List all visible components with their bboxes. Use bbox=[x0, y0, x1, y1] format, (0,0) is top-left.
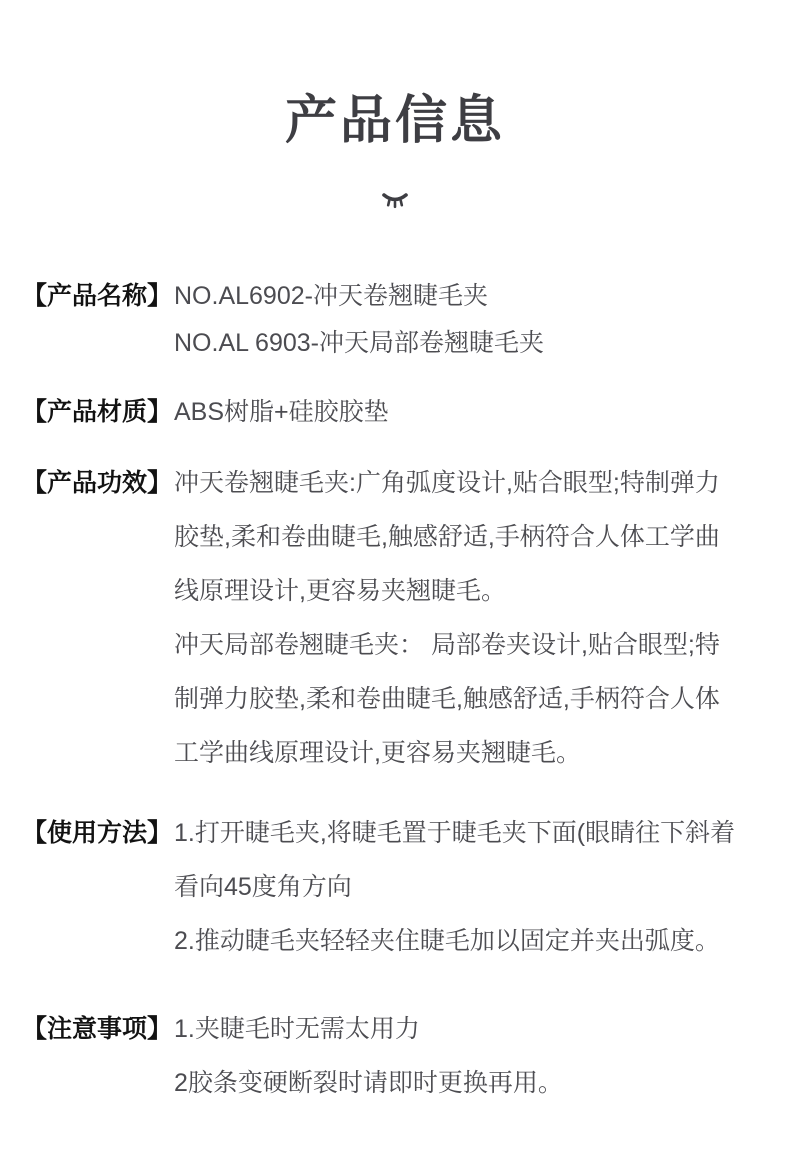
product-name-line: NO.AL 6903-冲天局部卷翘睫毛夹 bbox=[174, 329, 544, 357]
section-precautions bbox=[22, 1002, 742, 1110]
section-label-product-effect: 【产品功效】 bbox=[22, 469, 173, 497]
section-content-precautions bbox=[174, 1002, 742, 1110]
section-content-product-effect bbox=[174, 456, 742, 780]
section-product-effect bbox=[22, 456, 742, 780]
section-content-product-name bbox=[174, 273, 742, 367]
product-info-sections bbox=[0, 273, 790, 1110]
usage-step: 2.推动睫毛夹轻轻夹住睫毛加以固定并夹出弧度。 bbox=[174, 927, 720, 955]
product-effect-paragraph: 冲天局部卷翘睫毛夹： 局部卷夹设计,贴合眼型;特制弹力胶垫,柔和卷曲睫毛,触感舒适,手柄符合人体工学曲线原理设计,更容易夹翘睫毛。 bbox=[174, 631, 720, 767]
section-content-product-material bbox=[174, 389, 742, 436]
section-label-usage-method: 【使用方法】 bbox=[22, 819, 173, 847]
eyelash-icon bbox=[0, 191, 790, 209]
precaution-item: 1.夹睫毛时无需太用力 bbox=[174, 1015, 420, 1043]
section-product-name bbox=[22, 273, 742, 367]
section-label-precautions: 【注意事项】 bbox=[22, 1015, 173, 1043]
product-name-line: NO.AL6902-冲天卷翘睫毛夹 bbox=[174, 282, 488, 310]
section-label-product-name: 【产品名称】 bbox=[22, 282, 173, 310]
product-effect-paragraph: 冲天卷翘睫毛夹:广角弧度设计,贴合眼型;特制弹力胶垫,柔和卷曲睫毛,触感舒适,手柄符合人体工学曲线原理设计,更容易夹翘睫毛。 bbox=[174, 469, 720, 605]
product-material-line: ABS树脂+硅胶胶垫 bbox=[174, 398, 389, 426]
precaution-item: 2胶条变硬断裂时请即时更换再用。 bbox=[174, 1069, 563, 1097]
section-label-product-material: 【产品材质】 bbox=[22, 398, 173, 426]
section-content-usage-method bbox=[174, 806, 742, 968]
usage-step: 1.打开睫毛夹,将睫毛置于睫毛夹下面(眼睛往下斜着看向45度角方向 bbox=[174, 819, 736, 901]
section-usage-method bbox=[22, 806, 742, 968]
section-product-material bbox=[22, 389, 742, 436]
page-title: 产品信息 bbox=[284, 92, 505, 150]
